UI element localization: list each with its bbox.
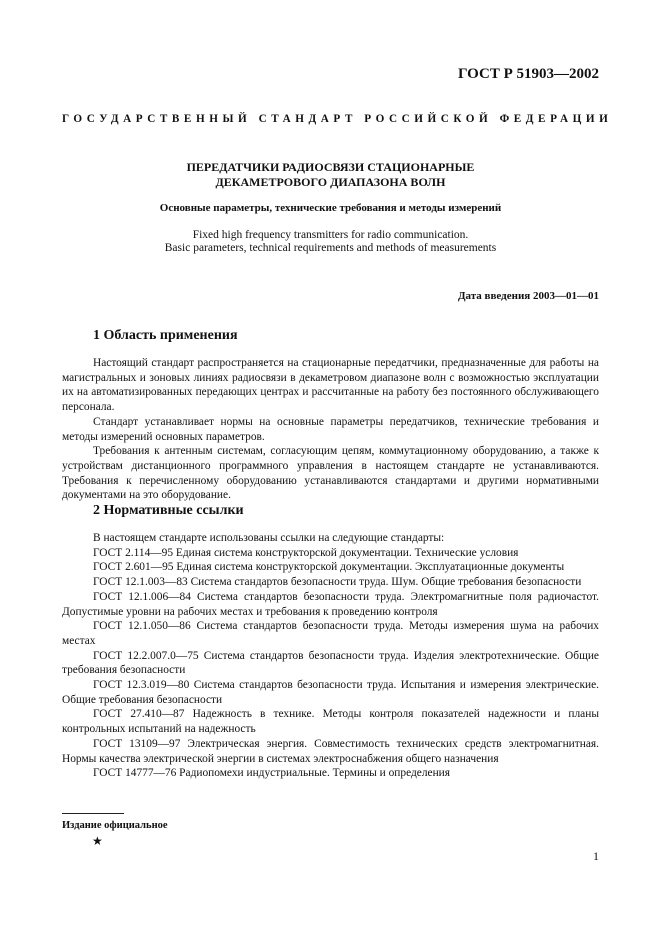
state-standard-heading: ГОСУДАРСТВЕННЫЙ СТАНДАРТ РОССИЙСКОЙ ФЕДЕРАЦИИ — [62, 113, 613, 125]
star-icon: ★ — [92, 834, 103, 848]
english-title — [62, 229, 599, 255]
paragraph: В настоящем стандарте использованы ссылки на следующие стандарты: — [93, 532, 445, 544]
reference-item: ГОСТ 13109—97 Электрическая энергия. Совместимость технических средств электромагнитная. Нормы качества электрической энергии в системах электроснабжения общего назначения — [62, 737, 599, 765]
english-title-line-1: Fixed high frequency transmitters for radio communication. — [192, 229, 469, 241]
reference-item: ГОСТ 12.1.003—83 Система стандартов безопасности труда. Шум. Общие требования безопасности — [93, 576, 582, 589]
document-subtitle: Основные параметры, технические требования и методы измерений — [159, 202, 502, 214]
section-1-heading: 1 Область применения — [93, 328, 238, 343]
footer-divider — [62, 813, 124, 814]
paragraph: Требования к антенным системам, согласующим цепям, коммутационному оборудованию, а также к устройствам дистанционного программного управления в настоящем стандарте не устанавливаются. Требования к перечисленному оборудованию устанавливаются стандартами и другими нормативными документами на это оборудование. — [62, 445, 599, 502]
reference-item: ГОСТ 14777—76 Радиопомехи индустриальные. Термины и определения — [93, 767, 451, 780]
reference-item: ГОСТ 2.114—95 Единая система конструкторской документации. Технические условия — [93, 546, 519, 559]
reference-item: ГОСТ 2.601—95 Единая система конструкторской документации. Эксплуатационные документы — [93, 561, 565, 574]
official-edition-label: Издание официальное — [62, 820, 168, 831]
title-line-1: ПЕРЕДАТЧИКИ РАДИОСВЯЗИ СТАЦИОНАРНЫЕ — [186, 160, 475, 174]
reference-item: ГОСТ 12.2.007.0—75 Система стандартов безопасности труда. Изделия электротехнические. Общие требования безопасности — [62, 649, 599, 677]
title-line-2: ДЕКАМЕТРОВОГО ДИАПАЗОНА ВОЛН — [215, 175, 446, 189]
page-number: 1 — [593, 849, 599, 863]
english-title-line-2: Basic parameters, technical requirements and methods of measurements — [164, 242, 497, 254]
reference-item: ГОСТ 27.410—87 Надежность в технике. Методы контроля показателей надежности и планы контрольных испытаний на надежность — [62, 708, 599, 736]
section-2-heading: 2 Нормативные ссылки — [93, 503, 244, 518]
standard-code: ГОСТ Р 51903—2002 — [457, 66, 599, 82]
reference-item: ГОСТ 12.1.050—86 Система стандартов безопасности труда. Методы измерения шума на рабочих местах — [62, 620, 599, 647]
reference-item: ГОСТ 12.3.019—80 Система стандартов безопасности труда. Испытания и измерения электрические. Общие требования безопасности — [62, 679, 599, 706]
paragraph: Настоящий стандарт распространяется на стационарные передатчики, предназначенные для работы на магистральных и зоновых линиях радиосвязи в декаметровом диапазоне волн с возможностью эксплуатации их на автоматизированных передающих центрах и рассчитанные на работу без постоянного обслуживающего персонала. — [62, 357, 599, 414]
document-title — [62, 160, 599, 190]
paragraph: Стандарт устанавливает нормы на основные параметры передатчиков, технические требования и методы измерений основных параметров. — [62, 415, 599, 443]
section-1-body — [62, 356, 599, 503]
reference-item: ГОСТ 12.1.006—84 Система стандартов безопасности труда. Электромагнитные поля радиочастот. Допустимые уровни на рабочих местах и требования к проведению контроля — [62, 590, 599, 618]
section-2-body — [62, 531, 599, 781]
introduction-date: Дата введения 2003—01—01 — [457, 290, 599, 302]
